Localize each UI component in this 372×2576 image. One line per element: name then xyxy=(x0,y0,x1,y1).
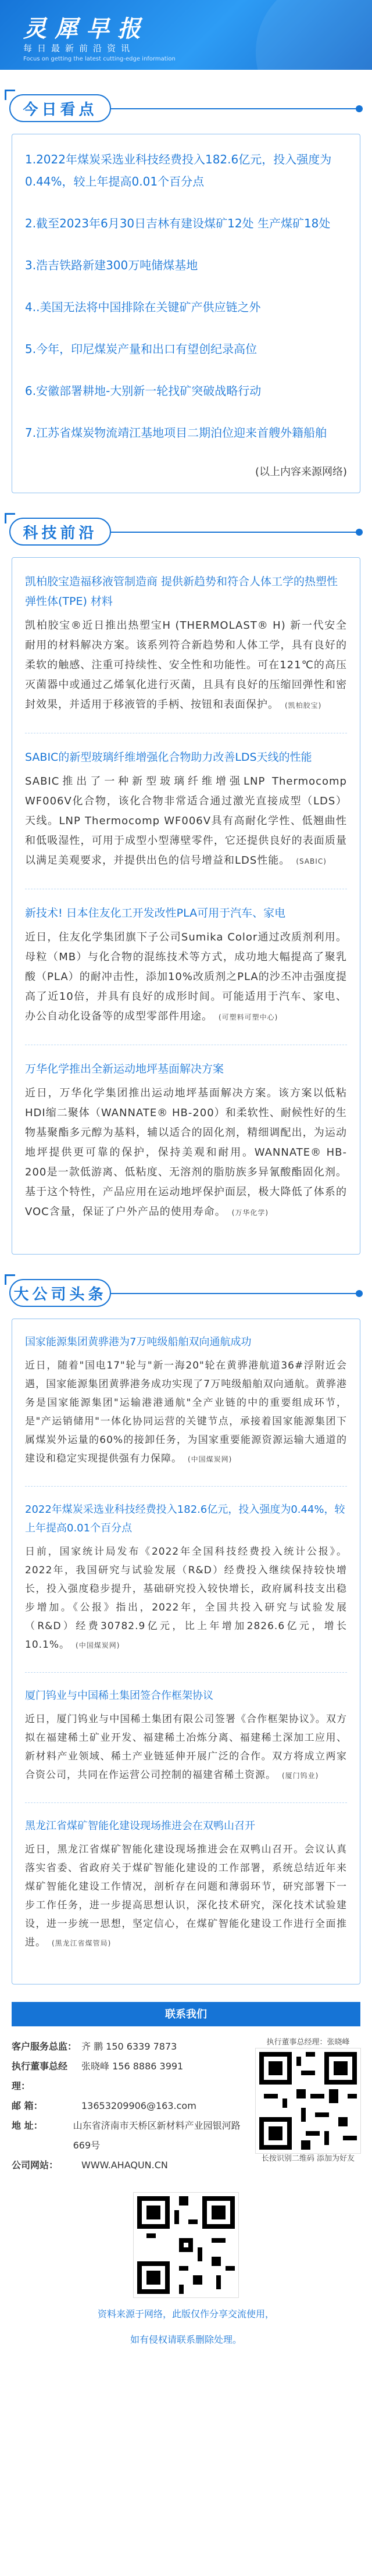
article-title[interactable]: 黑龙江省煤矿智能化建设现场推进会在双鸭山召开 xyxy=(25,1820,255,1832)
article-source: (黑龙江省煤管局) xyxy=(52,1939,112,1947)
section-company-title: 大公司头条 xyxy=(9,1279,111,1307)
today-box xyxy=(12,134,360,493)
article-source: (厦门钨业) xyxy=(282,1772,319,1780)
contact-row xyxy=(12,2096,244,2116)
contact-label: 执行董事总经理： xyxy=(12,2061,68,2092)
headline-item[interactable]: 6.安徽部署耕地-大别新一轮找矿突破战略行动 xyxy=(25,384,262,398)
divider-line xyxy=(111,108,363,109)
divider-line xyxy=(111,1293,363,1294)
section-tech-title: 科技前沿 xyxy=(9,518,111,546)
article xyxy=(25,903,347,1027)
article-body xyxy=(25,928,347,1027)
article-source: (万华化学) xyxy=(231,1209,269,1217)
article-text: 近日，随着"国电17"轮与"新一海20"轮在黄骅港航道36#浮附近会遇，国家能源集团黄骅港务成功实现了7万吨级船舶双向通航。黄骅港务是国家能源集团"运输港港通航"全产业链的中的重要组成环节，是"产运销储用"一体化协同运营的关键节点，承接着国家能源集团下属煤炭外运量的60%的接卸任务，为国家重要能源资源运输大通道的建设和稳定实现提供强有力保障。 xyxy=(25,1360,347,1465)
article-text: 近日，住友化学集团旗下子公司Sumika Color通过改质剂利用。母粒（MB）与化合物的混练技术等方式，成功地大幅提高了聚乳酸（PLA）的耐冲击性，添加10%改质剂之PLA的沙丕冲击强度提高了近10倍，并具有良好的成形时间。可能适用于汽车、家电、办公自动化设备等的成型零部件用途。 xyxy=(25,931,347,1022)
qr-note: 长按识别二维码 添加为好友 xyxy=(261,2154,355,2163)
contact-value[interactable]: 13653209906@163.com xyxy=(81,2100,196,2111)
company-box xyxy=(12,1319,360,1984)
contact-label: 地 址： xyxy=(12,2120,43,2131)
article-source: (凯柏胶宝) xyxy=(285,701,322,710)
article-text: 日前，国家统计局发布《2022年全国科技经费投入统计公报》。2022年，我国研究与试验发展（R&D）经费投入继续保持较快增长，投入强度稳步提升，基础研究投入较快增长，政府属科技支出稳步增加。《公报》指出，2022年，全国共投入研究与试验发展（R&D）经费30782.9亿元，比上年增加2826.6亿元，增长10.1%。 xyxy=(25,1546,347,1651)
article-body xyxy=(25,1356,347,1469)
headline-item[interactable]: 3.浩吉铁路新建300万吨储煤基地 xyxy=(25,258,198,272)
article xyxy=(25,1059,347,1223)
divider-line xyxy=(111,532,363,533)
brand-title: 灵犀早报 xyxy=(23,16,149,42)
contact-value[interactable]: 齐 鹏 150 6339 7873 xyxy=(81,2041,177,2052)
article xyxy=(25,1501,347,1655)
article xyxy=(25,1333,347,1469)
article-text: 近日，万华化学集团推出运动地坪基面解决方案。该方案以低粘HDI缩二聚体（WANNATE® HB-200）和柔软性、耐候性好的生物基聚酯多元醇为基料，辅以适合的固化剂，精细调配出，为运动地坪提供更可靠的保护，保持美观和耐用。WANNATE® HB-200是一款低游离、低粘度、无溶剂的脂肪族多异氰酸酯固化剂。基于这个特性，产品应用在运动地坪保护面层，极大降低了体系的VOC含量，保证了户外产品的使用寿命。 xyxy=(25,1087,347,1218)
contact-section xyxy=(12,2002,360,2175)
footer-line: 资料来源于网络，此版仅作分享交流使用， xyxy=(97,2308,274,2320)
article-text: 近日，黑龙江省煤矿智能化建设现场推进会在双鸭山召开。会议认真落实省委、省政府关于煤矿智能化建设的工作部署，系统总结近年来煤矿智能化建设工作情况，剖析存在问题和薄弱环节，研究部署下一步工作任务，进一步提高思想认识，深化技术研究，深化技术试验建设，进一步统一思想，坚定信心，在煤矿智能化建设工作进行全面推进。 xyxy=(25,1844,347,1948)
article-title[interactable]: 2022年煤炭采选业科技经费投入182.6亿元，投入强度为0.44%，较上年提高0.01个百分点 xyxy=(25,1503,345,1534)
article xyxy=(25,747,347,871)
section-tech-header xyxy=(0,505,372,557)
contact-value[interactable]: WWW.AHAQUN.CN xyxy=(81,2160,168,2171)
article xyxy=(25,1817,347,1953)
headline-item[interactable]: 2.截至2023年6月30日吉林有建设煤矿12处 生产煤矿18处 xyxy=(25,216,331,230)
dot-decor-icon xyxy=(356,529,363,536)
article-body xyxy=(25,772,347,871)
contact-wrap xyxy=(12,2037,360,2175)
headline-item[interactable]: 5.今年，印尼煤炭产量和出口有望创纪录高位 xyxy=(25,342,257,356)
dot-decor-icon xyxy=(356,1290,363,1297)
section-company-header xyxy=(0,1266,372,1319)
headline-item[interactable]: 4..美国无法将中国排除在关键矿产供应链之外 xyxy=(25,300,261,314)
contact-label: 客户服务总监： xyxy=(12,2041,77,2052)
article-body xyxy=(25,1542,347,1655)
tech-box xyxy=(12,557,360,1255)
section-today-title: 今日看点 xyxy=(9,94,111,122)
dot-decor-icon xyxy=(356,105,363,112)
qr-block xyxy=(256,2037,360,2175)
contact-label: 邮 箱： xyxy=(12,2100,43,2111)
contact-row xyxy=(12,2155,244,2175)
article-body xyxy=(25,616,347,715)
article-title[interactable]: 新技术! 日本住友化工开发改性PLA可用于汽车、家电 xyxy=(25,907,286,920)
article-source: (SABIC) xyxy=(296,857,327,865)
article-text: SABIC推出了一种新型玻璃纤维增强LNP Thermocomp WF006V化合物，该化合物非常适合通过激光直接成型（LDS）天线。LNP Thermocomp WF006V具有高耐化学性、低翘曲性和低吸湿性，可用于成型小型薄壁零件，它还提供良好的表面质量以满足美观要求，并提供出色的信号增益和LDS性能。 xyxy=(25,775,347,867)
article-text: 近日，厦门钨业与中国稀土集团有限公司签署《合作框架协议》。双方拟在福建稀土矿业开发、福建稀土冶炼分离、福建稀土深加工应用、新材料产业领域、稀土产业链延伸开展广泛的合作。双方将成立两家合资公司，共同在作运营公司控制的福建省稀土资源。 xyxy=(25,1713,347,1781)
contact-rows xyxy=(12,2037,244,2175)
brand-subtitle: 每日最新前沿资讯 xyxy=(23,43,135,54)
qr-code-icon[interactable] xyxy=(134,2193,238,2297)
footer-line: 如有侵权请联系删除处理。 xyxy=(130,2334,242,2345)
article-title[interactable]: SABIC的新型玻璃纤维增强化合物助力改善LDS天线的性能 xyxy=(25,751,312,764)
contact-row xyxy=(12,2057,244,2096)
article xyxy=(25,572,347,715)
contact-label: 公司网站： xyxy=(12,2160,59,2171)
article-source: (可塑料可塑中心) xyxy=(219,1013,278,1021)
contact-value: 山东省济南市天桥区新材料产业园银河路669号 xyxy=(73,2120,241,2151)
section-today-header xyxy=(0,81,372,134)
article-body xyxy=(25,1084,347,1223)
article-source: (中国煤炭网) xyxy=(188,1455,233,1463)
dashed-divider xyxy=(25,1486,347,1487)
brand-english: Focus on getting the latest cutting-edge information xyxy=(23,56,176,62)
article-text: 凯柏胶宝®近日推出热塑宝H (THERMOLAST® H) 新一代安全耐用的材料解决方案。该系列符合新趋势和人体工学，具有良好的柔软的触感、注重可持续性、安全性和功能性。可在121℃的高压灭菌器中或通过乙烯氧化进行灭菌，且具有良好的压缩回弹性和密封效果，并适用于移液管的手柄、按钮和表面保护。 xyxy=(25,619,347,711)
article-title[interactable]: 万华化学推出全新运动地坪基面解决方案 xyxy=(25,1063,224,1075)
dashed-divider xyxy=(25,1802,347,1803)
dashed-divider xyxy=(25,1672,347,1673)
footer xyxy=(0,2193,372,2349)
contact-value[interactable]: 张晓峰 156 8886 3991 xyxy=(81,2061,184,2072)
article-title[interactable]: 凯柏胶宝造福移液管制造商 提供新趋势和符合人体工学的热塑性弹性体(TPE) 材料 xyxy=(25,575,338,608)
contact-row xyxy=(12,2037,244,2057)
article-body xyxy=(25,1840,347,1953)
contact-row xyxy=(12,2116,244,2155)
qr-caption: 执行董事总经理：张晓峰 xyxy=(266,2038,350,2047)
article-body xyxy=(25,1710,347,1785)
article-source: (中国煤炭网) xyxy=(76,1641,120,1649)
article-title[interactable]: 厦门钨业与中国稀土集团签合作框架协议 xyxy=(25,1690,213,1702)
header-banner xyxy=(0,0,372,70)
headline-item[interactable]: 7.江苏省煤炭物流靖江基地项目二期泊位迎来首艘外籍船舶 xyxy=(25,426,327,440)
source-note: (以上内容来源网络) xyxy=(255,466,347,478)
article-title[interactable]: 国家能源集团黄骅港为7万吨级船舶双向通航成功 xyxy=(25,1336,252,1348)
headline-item[interactable]: 1.2022年煤炭采选业科技经费投入182.6亿元，投入强度为0.44%，较上年提高0.01个百分点 xyxy=(25,152,332,188)
qr-code-icon[interactable] xyxy=(256,2048,360,2153)
contact-bar: 联系我们 xyxy=(12,2003,360,2026)
article xyxy=(25,1687,347,1785)
